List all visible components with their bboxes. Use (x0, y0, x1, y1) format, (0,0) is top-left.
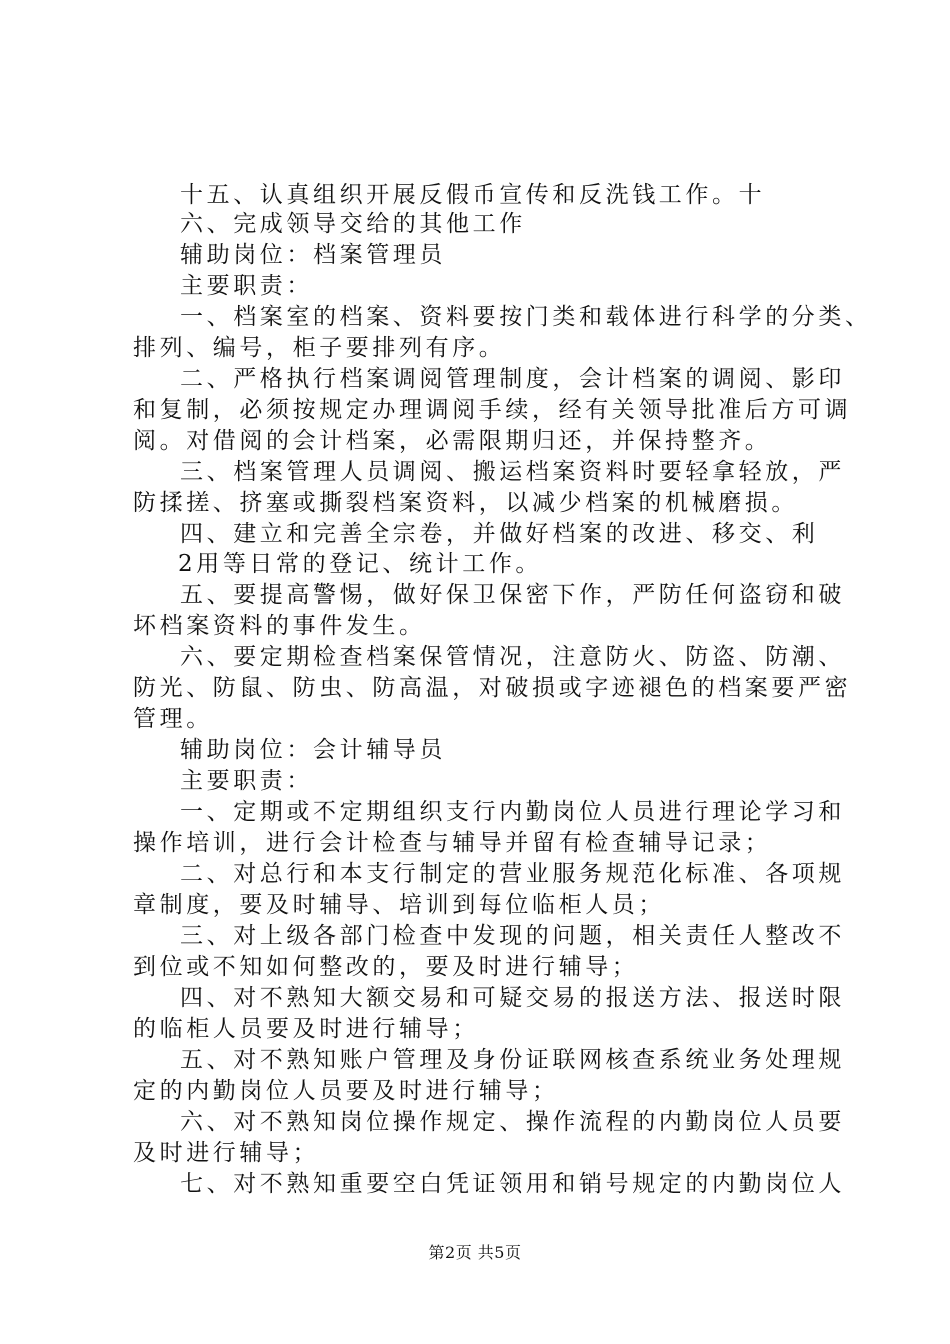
body-text-line: 的临柜人员要及时进行辅导； (133, 1016, 479, 1042)
body-text-line: 管理。 (133, 706, 213, 732)
body-text-line: 操作培训，进行会计检查与辅导并留有检查辅导记录； (133, 830, 772, 856)
section-subheading: 主要职责： (180, 768, 313, 794)
body-text-line: 六、要定期检查档案保管情况，注意防火、防盗、防潮、 (180, 644, 845, 670)
section-subheading: 主要职责： (180, 273, 313, 299)
body-text-line: 和复制，必须按规定办理调阅手续，经有关领导批准后方可调 (133, 397, 852, 423)
body-text-line: 阅。对借阅的会计档案，必需限期归还，并保持整齐。 (133, 428, 772, 454)
body-text-line: 四、对不熟知大额交易和可疑交易的报送方法、报送时限 (180, 985, 845, 1011)
body-text-line: 十五、认真组织开展反假币宣传和反洗钱工作。十 (180, 182, 766, 208)
page-number-footer: 第2页 共5页 (428, 1243, 522, 1262)
body-text-line: 五、对不熟知账户管理及身份证联网核查系统业务处理规 (180, 1047, 845, 1073)
body-text-line: 三、档案管理人员调阅、搬运档案资料时要轻拿轻放，严 (180, 459, 845, 485)
body-text-line: 防揉搓、挤塞或撕裂档案资料，以减少档案的机械磨损。 (133, 490, 798, 516)
section-heading: 辅助岗位：会计辅导员 (180, 737, 446, 763)
body-text-line: 五、要提高警惕，做好保卫保密下作，严防任何盗窃和破 (180, 582, 845, 608)
body-text-line: 四、建立和完善全宗卷，并做好档案的改进、移交、利 (180, 521, 819, 547)
body-text-line: 章制度，要及时辅导、培训到每位临柜人员； (133, 892, 665, 918)
body-text-line: 二、严格执行档案调阅管理制度，会计档案的调阅、影印 (180, 366, 845, 392)
body-text-line: 七、对不熟知重要空白凭证领用和销号规定的内勤岗位人 (180, 1171, 845, 1197)
body-text-line: 定的内勤岗位人员要及时进行辅导； (133, 1078, 559, 1104)
body-text-line: 坏档案资料的事件发生。 (133, 613, 426, 639)
body-text-line: 及时进行辅导； (133, 1140, 320, 1166)
body-text-line: 2用等日常的登记、统计工作。 (178, 551, 543, 577)
body-text-line: 六、对不熟知岗位操作规定、操作流程的内勤岗位人员要 (180, 1109, 845, 1135)
body-text-line: 排列、编号，柜子要排列有序。 (133, 335, 506, 361)
body-text-line: 一、定期或不定期组织支行内勤岗位人员进行理论学习和 (180, 799, 845, 825)
body-text-line: 六、完成领导交给的其他工作 (180, 211, 526, 237)
body-text-line: 二、对总行和本支行制定的营业服务规范化标准、各项规 (180, 861, 845, 887)
body-text-line: 一、档案室的档案、资料要按门类和载体进行科学的分类、 (180, 304, 872, 330)
body-text-line: 到位或不知如何整改的，要及时进行辅导； (133, 954, 639, 980)
body-text-line: 防光、防鼠、防虫、防高温，对破损或字迹褪色的档案要严密 (133, 675, 852, 701)
section-heading: 辅助岗位：档案管理员 (180, 242, 446, 268)
body-text-line: 三、对上级各部门检查中发现的问题，相关责任人整改不 (180, 923, 845, 949)
